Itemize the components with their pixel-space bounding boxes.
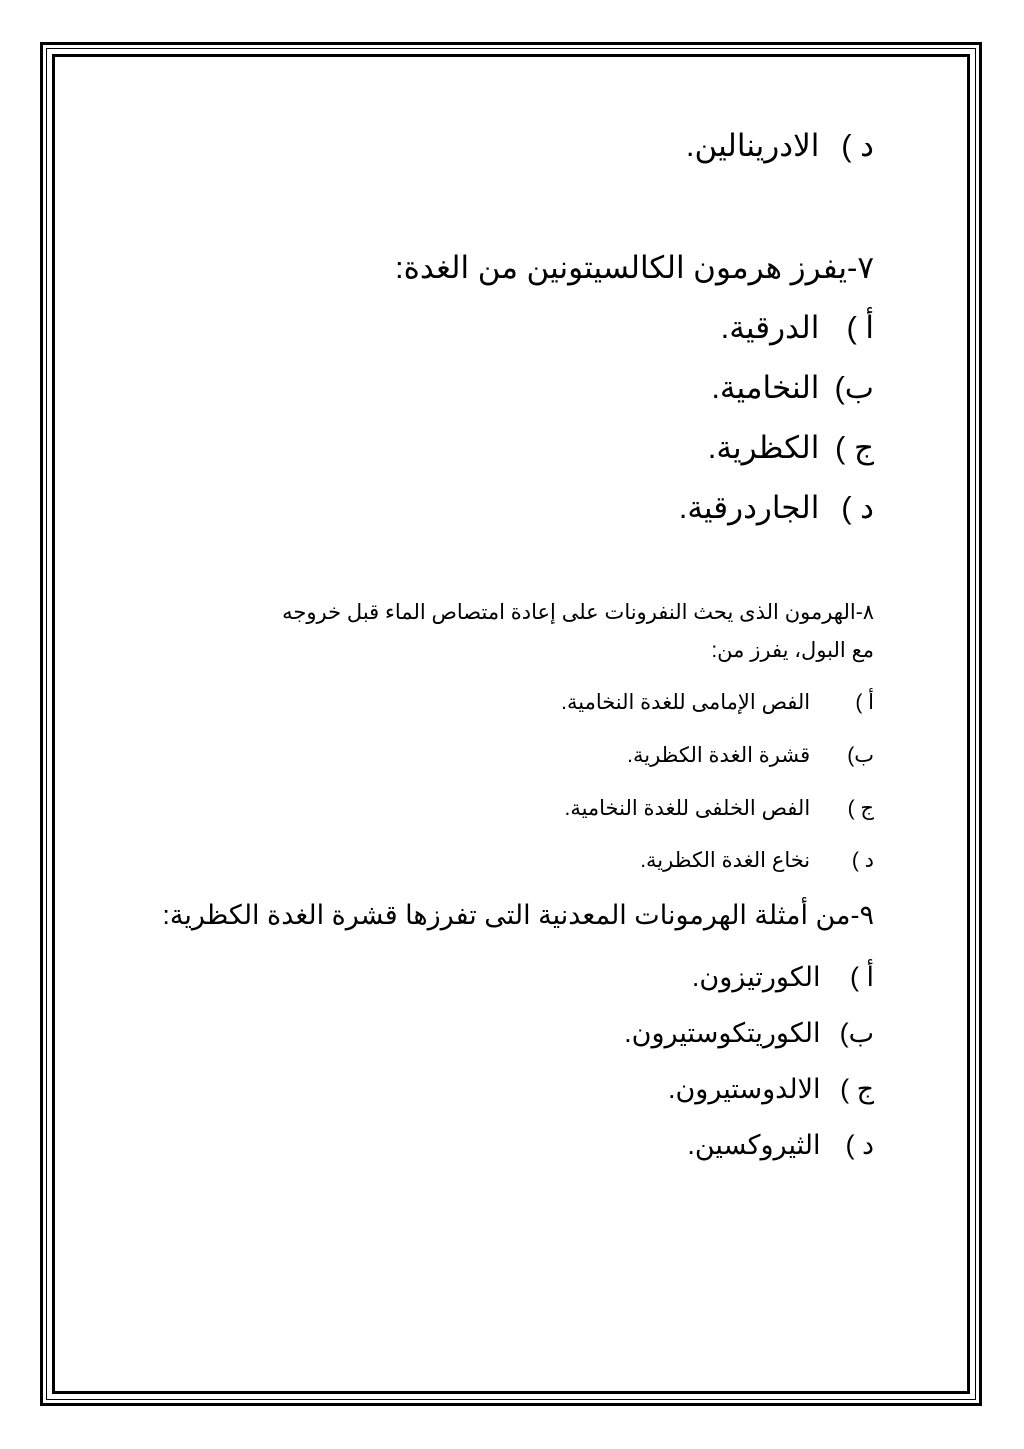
q8-option-b — [627, 743, 874, 768]
q7-option-d — [679, 490, 874, 526]
option-text: الدرقية. — [720, 310, 820, 345]
option-text: الكوريتكوستيرون. — [624, 1018, 821, 1048]
q9-option-d — [687, 1130, 874, 1161]
option-letter: د ) — [845, 1130, 874, 1160]
option-letter: أ ) — [850, 962, 874, 992]
option-letter: د ) — [851, 849, 874, 872]
option-letter: أ ) — [846, 310, 874, 345]
q7-option-b — [711, 370, 874, 406]
q8-question-line2: مع البول، يفرز من: — [711, 639, 874, 662]
q7-option-a — [721, 310, 874, 346]
option-text: الثيروكسين. — [687, 1130, 821, 1160]
option-letter: ب) — [847, 744, 874, 767]
option-letter: د ) — [841, 128, 874, 163]
option-text: الجاردرقية. — [678, 490, 820, 525]
q6-option-d — [686, 128, 874, 164]
q7-option-c — [708, 430, 874, 466]
q7-question: ٧-يفرز هرمون الكالسيتونين من الغدة: — [394, 250, 874, 285]
option-text: الالدوستيرون. — [667, 1074, 821, 1104]
option-text: الكورتيزون. — [691, 962, 821, 992]
option-letter: ج ) — [835, 430, 874, 465]
q8-question-line1: ٨-الهرمون الذى يحث النفرونات على إعادة امتصاص الماء قبل خروجه — [282, 601, 874, 624]
q8-option-a — [561, 690, 874, 715]
q9-question: ٩-من أمثلة الهرمونات المعدنية التى تفرزها قشرة الغدة الكظرية: — [162, 900, 874, 930]
option-text: الفص الإمامى للغدة النخامية. — [561, 691, 811, 714]
q9-option-a — [692, 962, 874, 993]
q9-option-c — [668, 1074, 874, 1105]
q9-option-b — [624, 1018, 874, 1049]
option-letter: ب) — [834, 370, 874, 405]
option-letter: ب) — [839, 1018, 874, 1048]
option-letter: د ) — [841, 490, 874, 525]
option-letter: أ ) — [855, 691, 874, 714]
option-text: الفص الخلفى للغدة النخامية. — [564, 797, 811, 820]
option-text: قشرة الغدة الكظرية. — [627, 744, 811, 767]
option-text: نخاع الغدة الكظرية. — [640, 849, 811, 872]
option-text: الادرينالين. — [685, 128, 820, 163]
option-letter: ج ) — [840, 1074, 874, 1104]
option-text: النخامية. — [711, 370, 820, 405]
q8-option-d — [640, 848, 874, 873]
option-letter: ج ) — [847, 797, 874, 820]
option-text: الكظرية. — [707, 430, 820, 465]
q8-option-c — [564, 796, 874, 821]
